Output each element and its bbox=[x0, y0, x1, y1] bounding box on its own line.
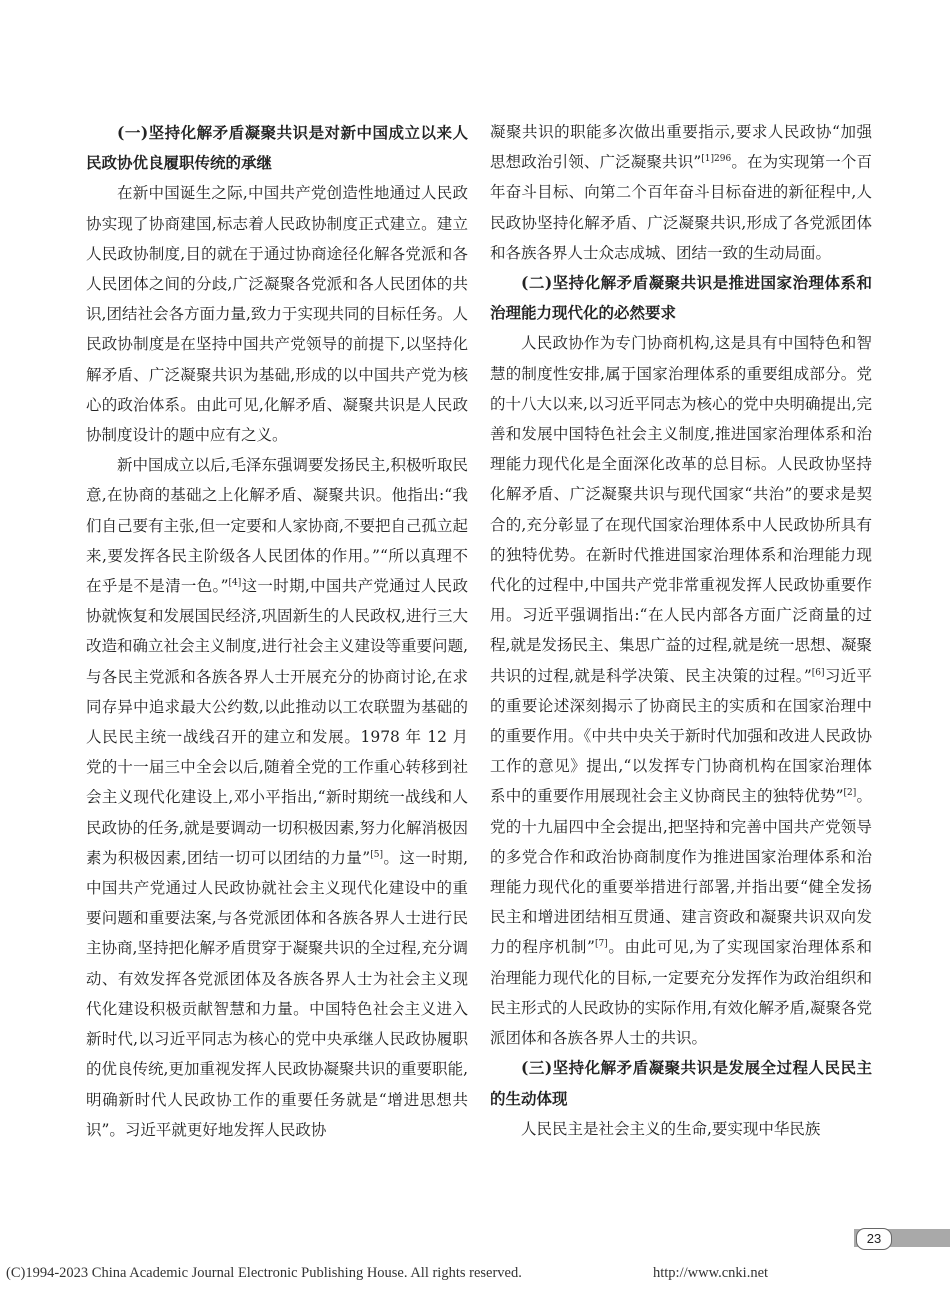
section-heading bbox=[490, 1053, 872, 1113]
paragraph-text: 。由此可见,为了实现国家治理体系和治理能力现代化的目标,一定要充分发挥作为政治组织和民主形式的人民政协的实际作用,有效化解矛盾,凝聚各党派团体和各族各界人士的共识。 bbox=[490, 938, 872, 1048]
paragraph-text: 。这一时期,中国共产党通过人民政协就社会主义现代化建设中的重要问题和重要法案,与各党派团体和各族各界人士进行民主协商,坚持把化解矛盾贯穿于凝聚共识的全过程,充分调动、有效发挥各党派团体及各族各界人士为社会主义现代化建设积极贡献智慧和力量。中国特色社会主义进入新时代,以习近平同志为核心的党中央承继人民政协履职的优良传统,更加重视发挥人民政协凝聚共识的重要职能,明确新时代人民政协工作的重要任务就是“增进思想共识”。习近平就更好地发挥人民政协 bbox=[86, 848, 468, 1139]
paragraph-text: (一)坚持化解矛盾凝聚共识是对新中国成立以来人民政协优良履职传统的承继 bbox=[86, 123, 468, 173]
section-heading bbox=[490, 268, 872, 328]
section-heading bbox=[86, 118, 468, 178]
copyright-notice: (C)1994-2023 China Academic Journal Electronic Publishing House. All rights reserved. bbox=[6, 1265, 522, 1281]
paragraph-text: 在新中国诞生之际,中国共产党创造性地通过人民政协实现了协商建国,标志着人民政协制度正式建立。建立人民政协制度,目的就在于通过协商途径化解各党派和各人民团体之间的分歧,广泛凝聚各党派和各人民团体的共识,团结社会各方面力量,致力于实现共同的目标任务。人民政协制度是在坚持中国共产党领导的前提下,以坚持化解矛盾、广泛凝聚共识为基础,形成的以中国共产党为核心的政治体系。由此可见,化解矛盾、凝聚共识是人民政协制度设计的题中应有之义。 bbox=[86, 184, 468, 445]
body-paragraph bbox=[86, 178, 468, 450]
right-column bbox=[490, 117, 872, 1144]
paragraph-text: 这一时期,中国共产党通过人民政协就恢复和发展国民经济,巩固新生的人民政权,进行三大改造和确立社会主义制度,进行社会主义建设等重要问题,与各民主党派和各族各界人士开展充分的协商讨论,在求同存异中追求最大公约数,以此推动以工农联盟为基础的人民民主统一战线召开的建立和发展。1978 年 12 月党的十一届三中全会以后,随着全党的工作重心转移到社会主义现代化建设上,邓小平指出,“新时期统一战线和人民政协的任务,就是要调动一切积极因素,努力化解消极因素为积极因素,团结一切可以团结的力量” bbox=[86, 577, 468, 867]
paragraph-text: 。在为实现第一个百年奋斗目标、向第二个百年奋斗目标奋进的新征程中,人民政协坚持化解矛盾、广泛凝聚共识,形成了各党派团体和各族各界人士众志成城、团结一致的生动局面。 bbox=[490, 153, 872, 262]
paragraph-text: (三)坚持化解矛盾凝聚共识是发展全过程人民民主的生动体现 bbox=[490, 1058, 872, 1108]
left-column bbox=[86, 118, 468, 1145]
citation-ref: [4] bbox=[228, 577, 242, 588]
page-number: 23 bbox=[856, 1228, 892, 1250]
citation-ref: [2] bbox=[843, 788, 857, 799]
footer-url[interactable]: http://www.cnki.net bbox=[653, 1265, 769, 1281]
paragraph-text: 。党的十九届四中全会提出,把坚持和完善中国共产党领导的多党合作和政治协商制度作为推进国家治理体系和治理能力现代化的重要举措进行部署,并指出要“健全发扬民主和增进团结相互贯通、建言资政和凝聚共识双向发力的程序机制” bbox=[490, 787, 872, 957]
body-paragraph bbox=[490, 328, 872, 1053]
citation-ref: [7] bbox=[594, 939, 608, 950]
citation-ref: [5] bbox=[370, 849, 383, 860]
paragraph-text: 习近平的重要论述深刻揭示了协商民主的实质和在国家治理中的重要作用。《中共中央关于新时代加强和改进人民政协工作的意见》提出,“以发挥专门协商机构在国家治理体系中的重要作用展现社会主义协商民主的独特优势” bbox=[490, 666, 872, 806]
paragraph-text: 新中国成立以后,毛泽东强调要发扬民主,积极听取民意,在协商的基础之上化解矛盾、凝聚共识。他指出:“我们自己要有主张,但一定要和人家协商,不要把自己孤立起来,要发挥各民主阶级各人民团体的作用。”“所以真理不在乎是不是清一色。” bbox=[86, 456, 468, 596]
paragraph-text: 人民政协作为专门协商机构,这是具有中国特色和智慧的制度性安排,属于国家治理体系的重要组成部分。党的十八大以来,以习近平同志为核心的党中央明确提出,完善和发展中国特色社会主义制度,推进国家治理体系和治理能力现代化是全面深化改革的总目标。人民政协坚持化解矛盾、广泛凝聚共识与现代国家“共治”的要求是契合的,充分彰显了在现代国家治理体系中人民政协所具有的独特优势。在新时代推进国家治理体系和治理能力现代化的过程中,中国共产党非常重视发挥人民政协重要作用。习近平强调指出:“在人民内部各方面广泛商量的过程,就是发扬民主、集思广益的过程,就是统一思想、凝聚共识的过程,就是科学决策、民主决策的过程。” bbox=[490, 334, 872, 685]
paragraph-text: 人民民主是社会主义的生命,要实现中华民族 bbox=[521, 1119, 821, 1138]
body-paragraph bbox=[490, 117, 872, 268]
paragraph-text: 凝聚共识的职能多次做出重要指示,要求人民政协“加强思想政治引领、广泛凝聚共识” bbox=[490, 123, 872, 172]
paragraph-text: (二)坚持化解矛盾凝聚共识是推进国家治理体系和治理能力现代化的必然要求 bbox=[490, 273, 872, 323]
body-paragraph bbox=[86, 450, 468, 1145]
citation-ref: [1]296 bbox=[701, 154, 732, 165]
body-paragraph bbox=[490, 1114, 872, 1144]
citation-ref: [6] bbox=[811, 667, 825, 678]
